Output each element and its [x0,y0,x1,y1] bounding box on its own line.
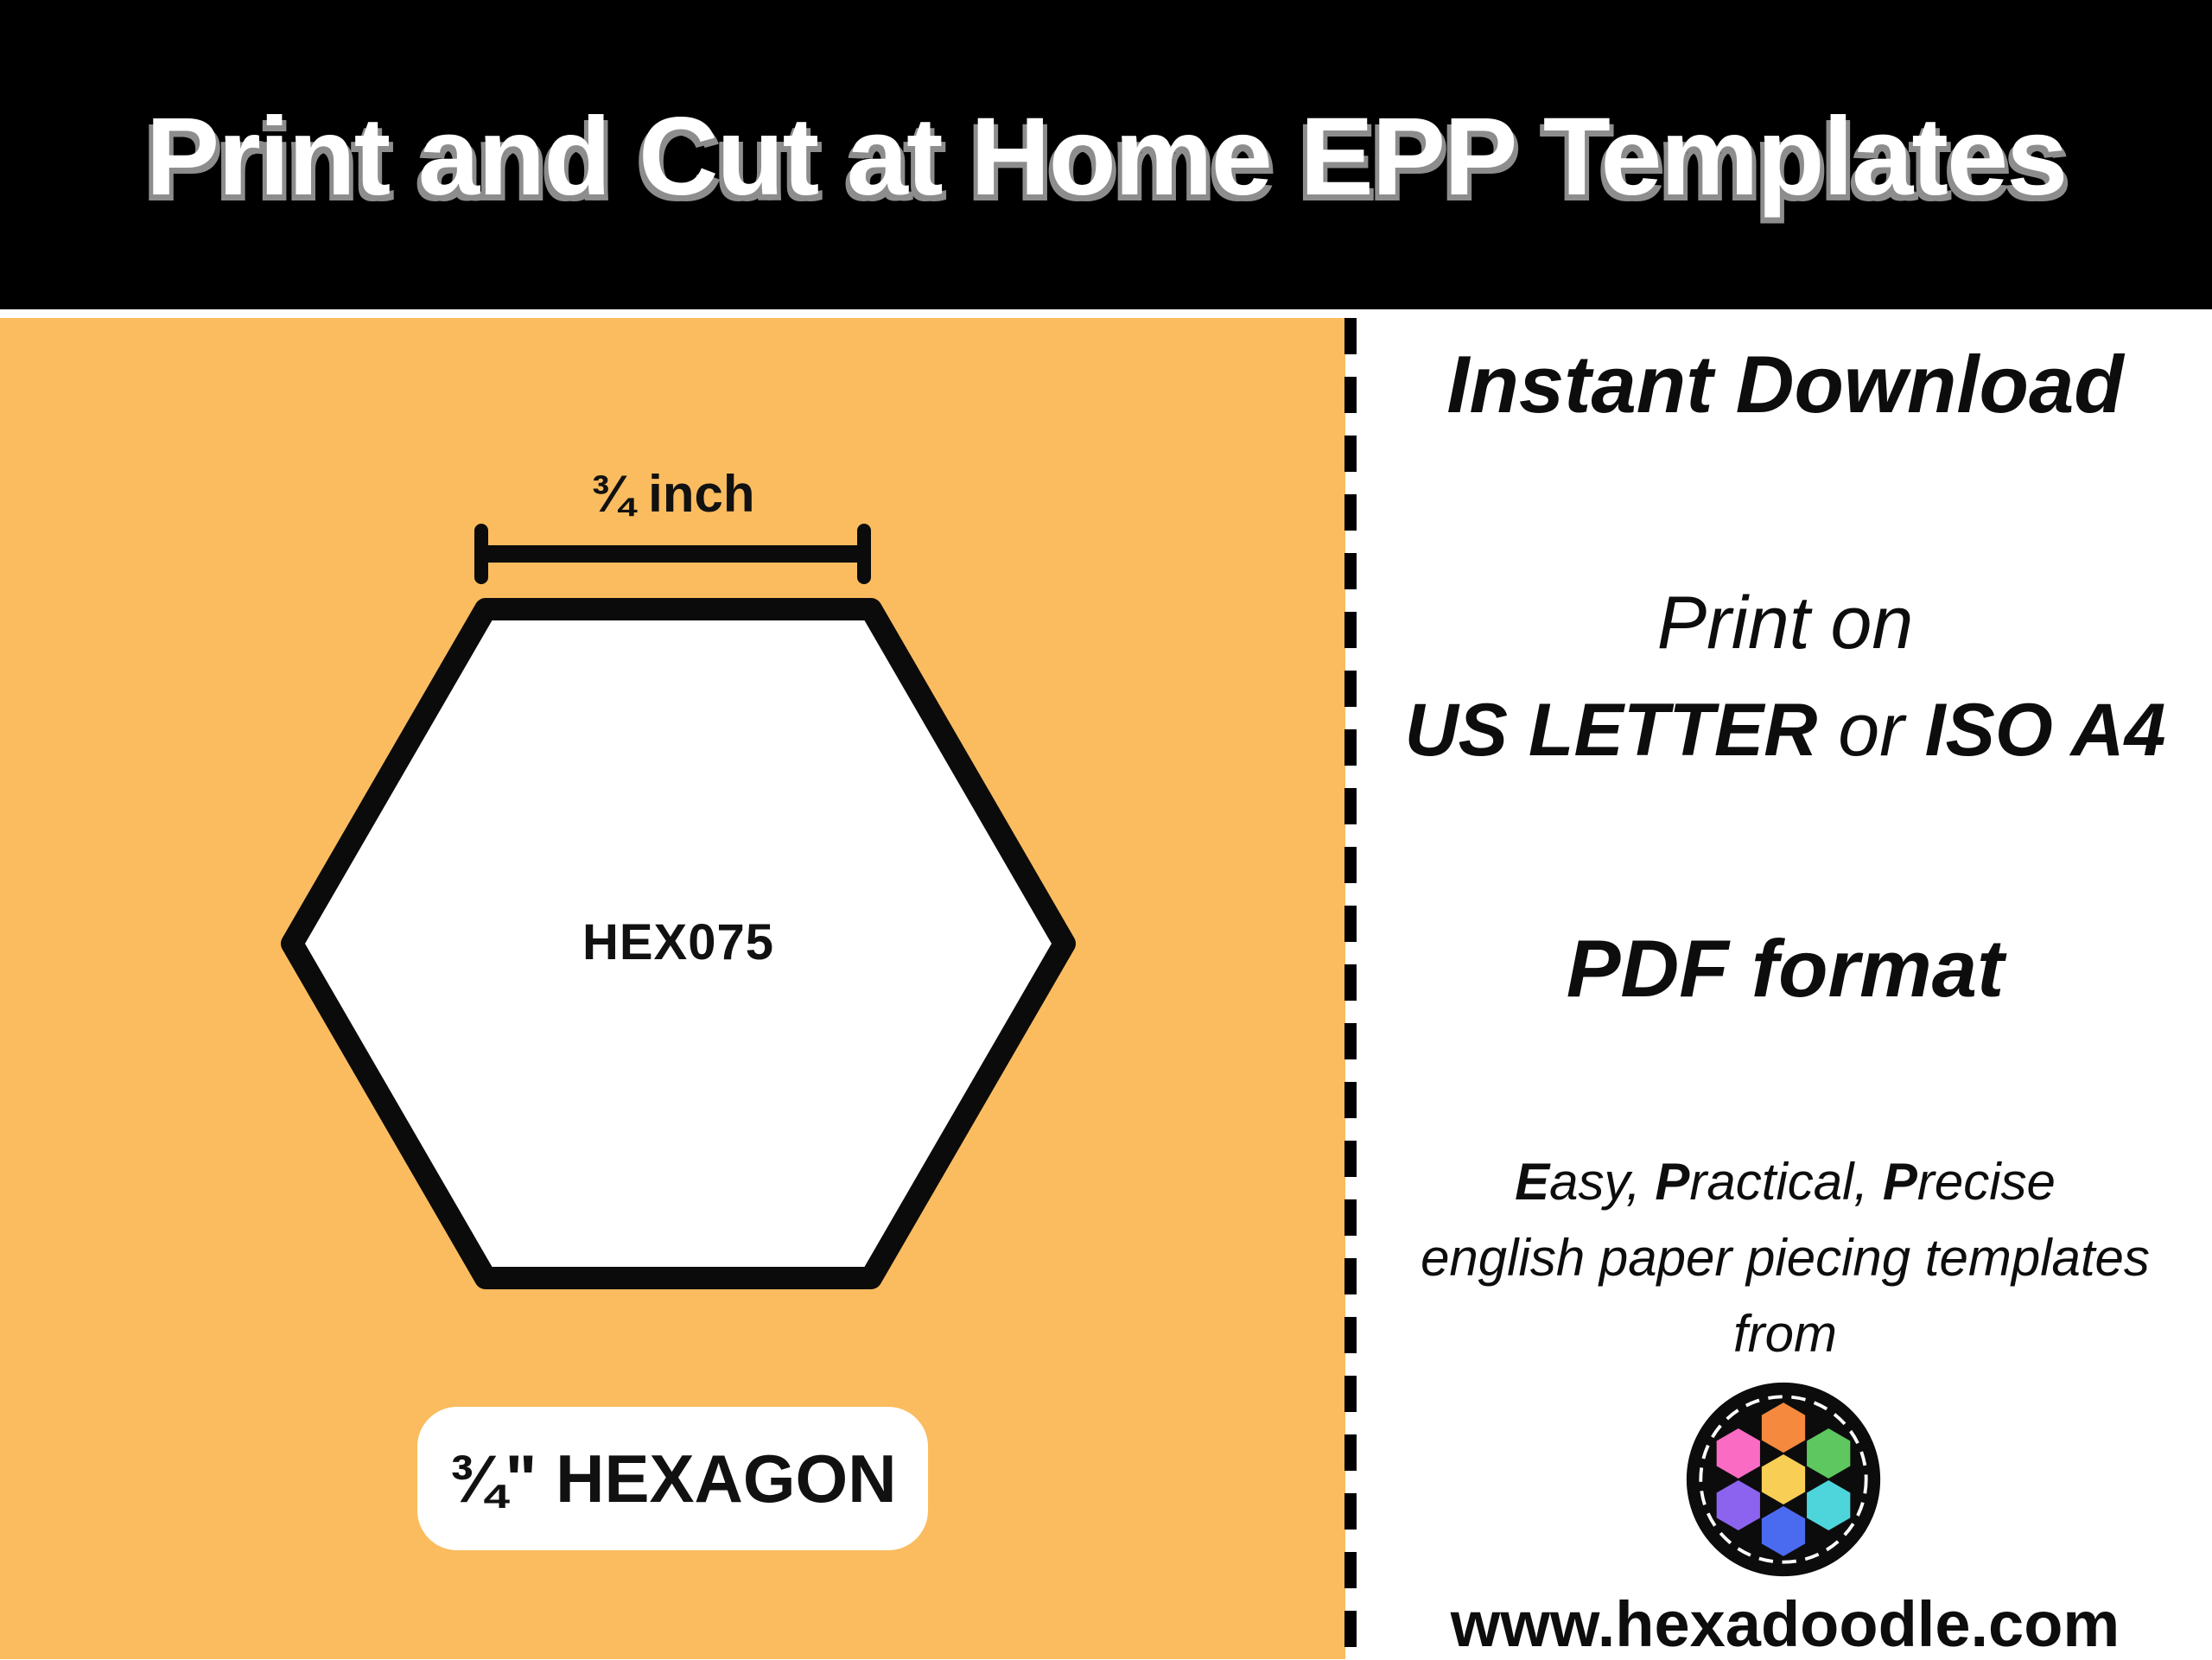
size-badge: ¾" HEXAGON [417,1407,927,1550]
tagline-p2-cap: P [1882,1153,1917,1211]
iso-a4-text: ISO A4 [1924,689,2166,772]
pdf-format-text: PDF format [1566,923,2005,1014]
tagline-e-cap: E [1515,1153,1550,1211]
dashed-separator [1344,318,1357,1659]
tagline-p2-rest: recise [1916,1153,2056,1211]
measurement-bracket [481,531,864,577]
hexagon-code-label: HEX075 [582,914,775,970]
or-text: or [1817,689,1925,772]
tagline-p1-cap: P [1655,1153,1690,1211]
tagline-text [1358,1153,2212,1211]
hexadoodle-logo [1683,1379,1884,1580]
page-title: Print and Cut at Home EPP Templates [145,95,2067,219]
measurement-label: ¾ inch [590,465,755,523]
paper-size-text [1358,689,2212,772]
from-text: from [1733,1305,1837,1363]
subtitle-text: english paper piecing templates [1421,1229,2150,1287]
size-pill-wrap [0,1407,1345,1550]
instant-download-text: Instant Download [1446,339,2124,429]
print-on-text: Print on [1656,582,1914,665]
website-url: www.hexadoodle.com [1450,1588,2120,1660]
us-letter-text: US LETTER [1404,689,1818,772]
tagline-p1-rest: ractical, [1689,1153,1883,1211]
tagline-e-rest: asy, [1549,1153,1656,1211]
